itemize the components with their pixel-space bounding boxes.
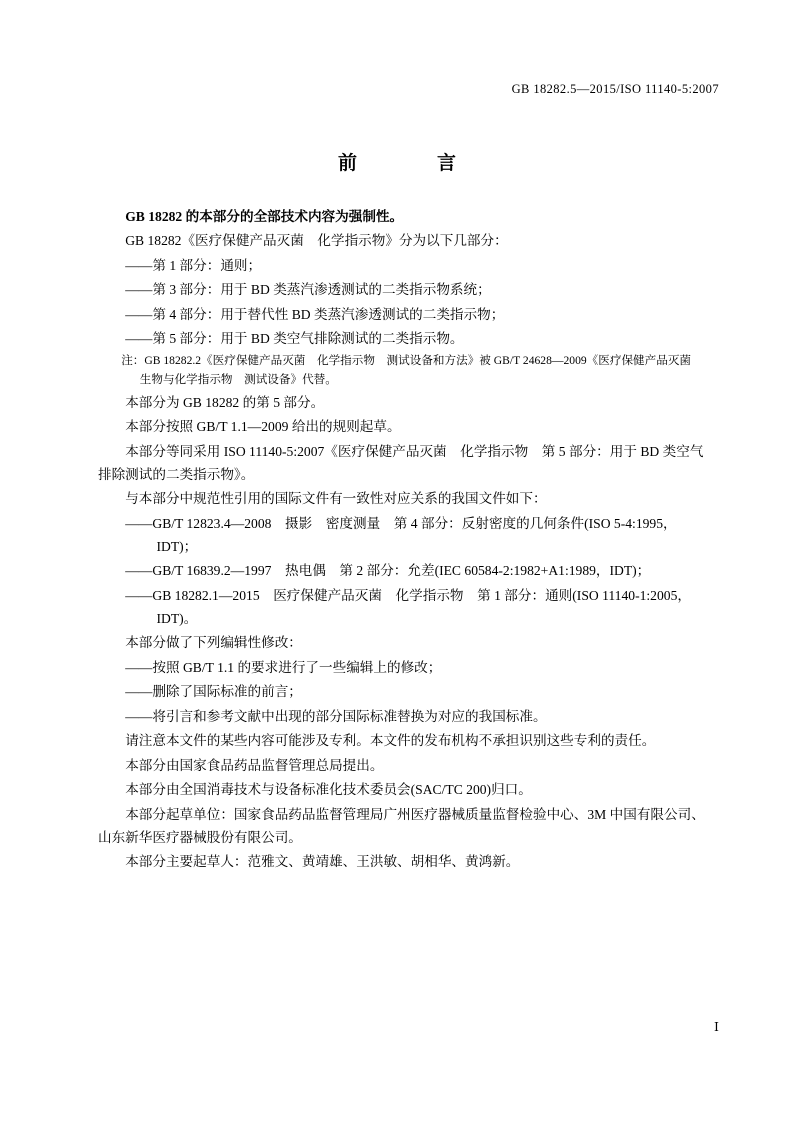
reference-line-1: ——GB/T 16839.2—1997 热电偶 第 2 部分：允差(IEC 60584-2:1982+A1:1989，IDT)； bbox=[125, 563, 651, 579]
note-line-2: 生物与化学指示物 测试设备》代替。 bbox=[139, 372, 337, 386]
reference-line-1: ——GB 18282.1—2015 医疗保健产品灭菌 化学指示物 第 1 部分：通则(ISO 11140-1:2005， bbox=[125, 587, 691, 603]
list-item-editorial-2: ——删除了国际标准的前言； bbox=[125, 684, 302, 700]
reference-item-12823 bbox=[98, 512, 705, 558]
note-replacement bbox=[98, 352, 705, 390]
reference-item-18282-1 bbox=[98, 584, 705, 630]
foreword-body bbox=[98, 205, 705, 875]
list-item-editorial-3: ——将引言和参考文献中出现的部分国际标准替换为对应的我国标准。 bbox=[125, 708, 547, 724]
reference-item-16839 bbox=[98, 559, 705, 582]
paragraph-part-of: 本部分为 GB 18282 的第 5 部分。 bbox=[125, 394, 325, 410]
paragraph-proposer: 本部分由国家食品药品监督管理总局提出。 bbox=[125, 757, 384, 773]
note-line-1: 注：GB 18282.2《医疗保健产品灭菌 化学指示物 测试设备和方法》被 GB/T 24628—2009《医疗保健产品灭菌 bbox=[121, 353, 692, 367]
list-item-part4: ——第 4 部分：用于替代性 BD 类蒸汽渗透测试的二类指示物； bbox=[125, 306, 505, 322]
paragraph-mandatory: GB 18282 的本部分的全部技术内容为强制性。 bbox=[125, 209, 404, 224]
page-title: 前 言 bbox=[337, 153, 470, 174]
list-item-part3: ——第 3 部分：用于 BD 类蒸汽渗透测试的二类指示物系统； bbox=[125, 282, 491, 298]
page-header-standard-code: GB 18282.5—2015/ISO 11140-5:2007 bbox=[511, 82, 719, 96]
paragraph-editorial-intro: 本部分做了下列编辑性修改： bbox=[125, 635, 302, 651]
paragraph-committee: 本部分由全国消毒技术与设备标准化技术委员会(SAC/TC 200)归口。 bbox=[125, 782, 532, 798]
page-number: Ⅰ bbox=[714, 1020, 719, 1034]
paragraph-ref-intro: 与本部分中规范性引用的国际文件有一致性对应关系的我国文件如下： bbox=[125, 491, 547, 507]
reference-line-1: ——GB/T 12823.4—2008 摄影 密度测量 第 4 部分：反射密度的几何条件(ISO 5-4:1995， bbox=[125, 515, 677, 531]
paragraph-drafting-organizations bbox=[98, 803, 705, 849]
paragraph-iso-adoption bbox=[98, 440, 705, 486]
list-item-part5: ——第 5 部分：用于 BD 类空气排除测试的二类指示物。 bbox=[125, 331, 464, 347]
paragraph-patent-notice: 请注意本文件的某些内容可能涉及专利。本文件的发布机构不承担识别这些专利的责任。 bbox=[125, 733, 656, 749]
reference-line-2: IDT)。 bbox=[156, 610, 198, 626]
drafting-org-line-2: 山东新华医疗器械股份有限公司。 bbox=[98, 829, 302, 845]
paragraph-main-drafters: 本部分主要起草人：范雅文、黄靖雄、王洪敏、胡相华、黄鸿新。 bbox=[125, 854, 520, 870]
list-item-editorial-1: ——按照 GB/T 1.1 的要求进行了一些编辑上的修改； bbox=[125, 659, 442, 675]
drafting-org-line-1: 本部分起草单位：国家食品药品监督管理局广州医疗器械质量监督检验中心、3M 中国有限公司、 bbox=[125, 806, 705, 822]
iso-adoption-line-1: 本部分等同采用 ISO 11140-5:2007《医疗保健产品灭菌 化学指示物 第 5 部分：用于 BD 类空气 bbox=[125, 443, 704, 459]
reference-line-2: IDT)； bbox=[156, 538, 198, 554]
paragraph-parts-intro: GB 18282《医疗保健产品灭菌 化学指示物》分为以下几部分： bbox=[125, 233, 508, 249]
paragraph-drafting-rule: 本部分按照 GB/T 1.1—2009 给出的规则起草。 bbox=[125, 419, 401, 435]
list-item-part1: ——第 1 部分：通则； bbox=[125, 257, 262, 273]
iso-adoption-line-2: 排除测试的二类指示物》。 bbox=[98, 466, 255, 482]
